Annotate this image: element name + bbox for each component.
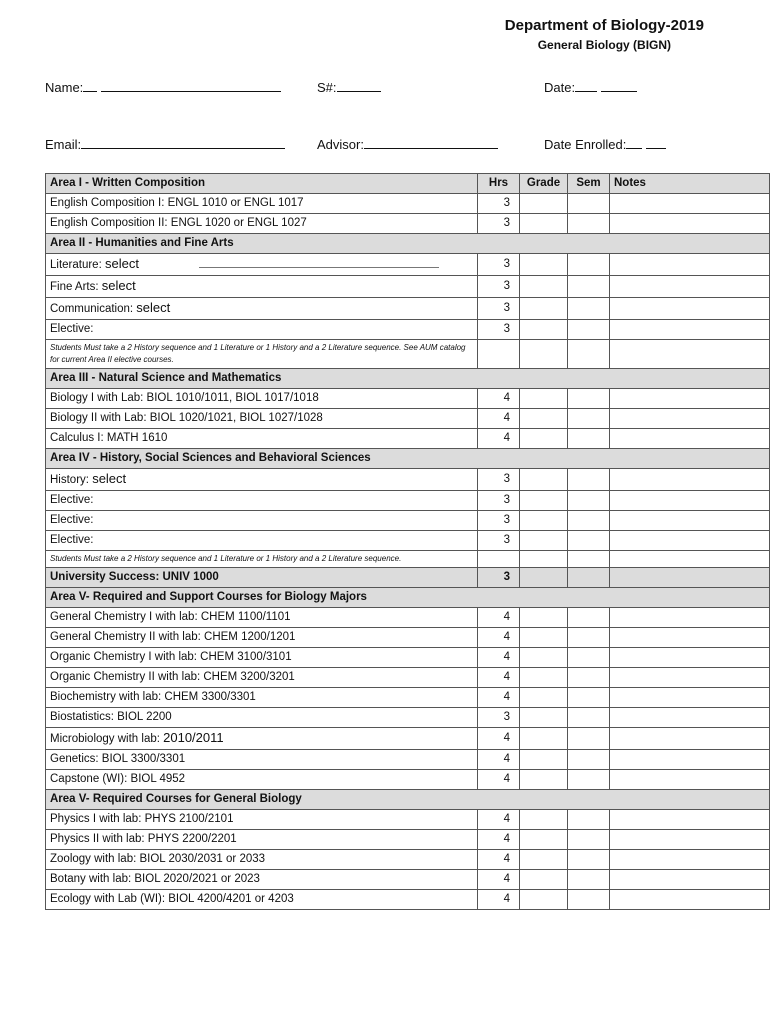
grade-cell[interactable] [520,531,568,551]
grade-cell[interactable] [520,628,568,648]
sem-cell[interactable] [568,688,610,708]
grade-cell[interactable] [520,320,568,340]
table-row [46,770,770,790]
grade-cell[interactable] [520,830,568,850]
notes-cell[interactable] [610,728,770,750]
course-hours: 3 [478,568,520,588]
sem-cell[interactable] [568,531,610,551]
notes-cell[interactable] [610,276,770,298]
grade-cell[interactable] [520,688,568,708]
notes-cell[interactable] [610,389,770,409]
course-hours: 4 [478,688,520,708]
table-row [46,298,770,320]
grade-cell[interactable] [520,568,568,588]
microbiology-select[interactable]: 2010/2011 [163,730,224,745]
grade-cell[interactable] [520,429,568,449]
row-label: Elective: [50,323,94,335]
table-row [46,668,770,688]
course-name: Physics II with lab: PHYS 2200/2201 [46,830,478,850]
sem-cell[interactable] [568,708,610,728]
grade-cell[interactable] [520,810,568,830]
name-label: Name: [45,80,84,95]
table-row [46,429,770,449]
student-number-label: S#: [317,80,337,95]
grade-cell[interactable] [520,254,568,276]
course-hours: 4 [478,750,520,770]
sem-cell[interactable] [568,491,610,511]
grade-cell[interactable] [520,870,568,890]
grade-cell[interactable] [520,389,568,409]
history-select[interactable]: select [92,471,127,486]
sem-cell[interactable] [568,469,610,491]
notes-cell[interactable] [610,298,770,320]
table-row [46,608,770,628]
notes-cell[interactable] [610,628,770,648]
notes-cell[interactable] [610,890,770,910]
notes-column-header: Notes [610,174,770,194]
notes-cell[interactable] [610,491,770,511]
row-label: Elective: [50,514,94,526]
course-hours: 3 [478,194,520,214]
sem-cell[interactable] [568,728,610,750]
course-hours: 3 [478,298,520,320]
elective-cell[interactable] [46,320,478,340]
grade-cell[interactable] [520,469,568,491]
fine-arts-select-cell[interactable] [46,276,478,298]
area3-title: Area III - Natural Science and Mathematics [46,369,770,389]
course-name: Biostatistics: BIOL 2200 [46,708,478,728]
table-row [46,409,770,429]
area2-note: Students Must take a 2 History sequence and 1 Literature or 1 History and a 2 Literature sequence. See AUM catalog for current Area II elective courses. [46,340,478,369]
date-field[interactable] [544,80,637,95]
sem-cell[interactable] [568,830,610,850]
date-enrolled-field[interactable] [544,137,666,152]
course-name: Biology II with Lab: BIOL 1020/1021, BIOL 1027/1028 [46,409,478,429]
table-row [46,194,770,214]
notes-cell[interactable] [610,870,770,890]
sem-cell[interactable] [568,890,610,910]
communication-select[interactable]: select [136,300,171,315]
grade-cell[interactable] [520,850,568,870]
row-label: Elective: [50,494,94,506]
notes-cell[interactable] [610,568,770,588]
course-hours: 4 [478,668,520,688]
course-hours: 3 [478,214,520,234]
table-row [46,890,770,910]
sem-cell[interactable] [568,409,610,429]
area4-note: Students Must take a 2 History sequence and 1 Literature or 1 History and a 2 Literature sequence. [46,551,478,568]
area2-header-row [46,234,770,254]
grade-cell[interactable] [520,298,568,320]
course-hours: 4 [478,890,520,910]
grade-cell[interactable] [520,668,568,688]
notes-cell[interactable] [610,469,770,491]
microbiology-cell[interactable] [46,728,478,750]
course-hours: 4 [478,830,520,850]
sem-cell[interactable] [568,194,610,214]
area1-title: Area I - Written Composition [46,174,478,194]
course-hours: 3 [478,320,520,340]
advisor-label: Advisor: [317,137,364,152]
sem-cell[interactable] [568,389,610,409]
fine-arts-select[interactable]: select [101,278,136,293]
notes-cell[interactable] [610,429,770,449]
grade-cell[interactable] [520,214,568,234]
date-enrolled-label: Date Enrolled: [544,137,627,152]
area5a-header-row [46,588,770,608]
hrs-column-header: Hrs [478,174,520,194]
sem-cell[interactable] [568,850,610,870]
sem-column-header: Sem [568,174,610,194]
sem-cell[interactable] [568,214,610,234]
elective-cell[interactable] [46,491,478,511]
course-name: Botany with lab: BIOL 2020/2021 or 2023 [46,870,478,890]
grade-cell[interactable] [520,409,568,429]
notes-cell[interactable] [610,688,770,708]
sem-cell[interactable] [568,810,610,830]
area5b-header-row [46,790,770,810]
notes-cell[interactable] [610,708,770,728]
sem-cell[interactable] [568,511,610,531]
page-header [505,17,704,52]
grade-cell[interactable] [520,511,568,531]
row-label: Communication: [50,303,134,315]
table-row [46,214,770,234]
course-name: Organic Chemistry II with lab: CHEM 3200/3201 [46,668,478,688]
elective-cell[interactable] [46,511,478,531]
course-hours: 4 [478,770,520,790]
course-name: Biochemistry with lab: CHEM 3300/3301 [46,688,478,708]
course-name: Microbiology with lab: [50,733,160,745]
notes-cell[interactable] [610,850,770,870]
course-name: General Chemistry II with lab: CHEM 1200/1201 [46,628,478,648]
course-hours: 4 [478,409,520,429]
area4-title: Area IV - History, Social Sciences and Behavioral Sciences [46,449,770,469]
notes-cell[interactable] [610,770,770,790]
course-hours: 3 [478,469,520,491]
course-hours: 3 [478,708,520,728]
table-row [46,688,770,708]
grade-column-header: Grade [520,174,568,194]
sem-cell[interactable] [568,276,610,298]
table-row [46,870,770,890]
document-subtitle: General Biology (BIGN) [537,38,672,52]
course-hours: 4 [478,389,520,409]
elective-cell[interactable] [46,531,478,551]
grade-cell[interactable] [520,750,568,770]
course-hours: 3 [478,276,520,298]
table-row [46,728,770,750]
course-name: Genetics: BIOL 3300/3301 [46,750,478,770]
course-hours: 3 [478,254,520,276]
sem-cell[interactable] [568,568,610,588]
notes-cell[interactable] [610,409,770,429]
area2-title: Area II - Humanities and Fine Arts [46,234,770,254]
table-row [46,810,770,830]
notes-cell[interactable] [610,194,770,214]
literature-select-cell[interactable] [46,254,478,276]
notes-cell[interactable] [610,608,770,628]
notes-cell[interactable] [610,254,770,276]
course-hours: 4 [478,728,520,750]
grade-cell[interactable] [520,708,568,728]
sem-cell[interactable] [568,628,610,648]
table-row [46,469,770,491]
area5a-title: Area V- Required and Support Courses for Biology Majors [46,588,770,608]
table-row [46,511,770,531]
notes-cell[interactable] [610,214,770,234]
table-row [46,628,770,648]
document-title: Department of Biology-2019 [504,17,704,34]
course-hours: 3 [478,511,520,531]
notes-cell[interactable] [610,648,770,668]
area4-note-row [46,551,770,568]
sem-cell[interactable] [568,320,610,340]
sem-cell[interactable] [568,870,610,890]
course-name: Physics I with lab: PHYS 2100/2101 [46,810,478,830]
sem-cell[interactable] [568,750,610,770]
grade-cell[interactable] [520,491,568,511]
course-name: Capstone (WI): BIOL 4952 [46,770,478,790]
grade-cell[interactable] [520,608,568,628]
notes-cell[interactable] [610,511,770,531]
email-field[interactable] [45,137,285,152]
course-hours: 4 [478,810,520,830]
notes-cell[interactable] [610,810,770,830]
table-row [46,830,770,850]
sem-cell[interactable] [568,668,610,688]
area1-header-row [46,174,770,194]
course-name: Calculus I: MATH 1610 [46,429,478,449]
table-row [46,750,770,770]
sem-cell[interactable] [568,254,610,276]
grade-cell[interactable] [520,276,568,298]
area3-header-row [46,369,770,389]
table-row [46,276,770,298]
course-name: Zoology with lab: BIOL 2030/2031 or 2033 [46,850,478,870]
grade-cell[interactable] [520,648,568,668]
course-name: University Success: UNIV 1000 [46,568,478,588]
area4-header-row [46,449,770,469]
grade-cell[interactable] [520,728,568,750]
table-row [46,491,770,511]
university-success-row [46,568,770,588]
row-label: Fine Arts: [50,281,99,293]
row-label: Literature: [50,259,102,271]
grade-cell[interactable] [520,890,568,910]
student-number-field[interactable] [317,80,381,95]
row-label: History: [50,474,89,486]
course-name: English Composition I: ENGL 1010 or ENGL 1017 [46,194,478,214]
course-checklist-table [45,173,770,910]
table-row [46,320,770,340]
notes-cell[interactable] [610,750,770,770]
area5b-title: Area V- Required Courses for General Biology [46,790,770,810]
communication-select-cell[interactable] [46,298,478,320]
course-hours: 3 [478,491,520,511]
sem-cell[interactable] [568,648,610,668]
notes-cell[interactable] [610,320,770,340]
table-row [46,708,770,728]
table-row [46,254,770,276]
table-row [46,389,770,409]
sem-cell[interactable] [568,770,610,790]
sem-cell[interactable] [568,608,610,628]
course-hours: 4 [478,628,520,648]
sem-cell[interactable] [568,298,610,320]
notes-cell[interactable] [610,531,770,551]
name-field[interactable] [45,80,281,95]
notes-cell[interactable] [610,668,770,688]
table-row [46,531,770,551]
course-name: General Chemistry I with lab: CHEM 1100/1101 [46,608,478,628]
grade-cell[interactable] [520,194,568,214]
advisor-field[interactable] [317,137,498,152]
date-label: Date: [544,80,576,95]
course-hours: 3 [478,531,520,551]
course-hours: 4 [478,870,520,890]
grade-cell[interactable] [520,770,568,790]
course-hours: 4 [478,608,520,628]
course-name: Ecology with Lab (WI): BIOL 4200/4201 or 4203 [46,890,478,910]
course-hours: 4 [478,648,520,668]
row-label: Elective: [50,534,94,546]
table-row [46,648,770,668]
area2-note-row [46,340,770,369]
history-select-cell[interactable] [46,469,478,491]
email-label: Email: [45,137,82,152]
sem-cell[interactable] [568,429,610,449]
course-hours: 4 [478,850,520,870]
course-name: Biology I with Lab: BIOL 1010/1011, BIOL 1017/1018 [46,389,478,409]
course-name: English Composition II: ENGL 1020 or ENGL 1027 [46,214,478,234]
literature-select[interactable]: select [104,256,139,271]
notes-cell[interactable] [610,830,770,850]
course-hours: 4 [478,429,520,449]
table-row [46,850,770,870]
course-name: Organic Chemistry I with lab: CHEM 3100/3101 [46,648,478,668]
